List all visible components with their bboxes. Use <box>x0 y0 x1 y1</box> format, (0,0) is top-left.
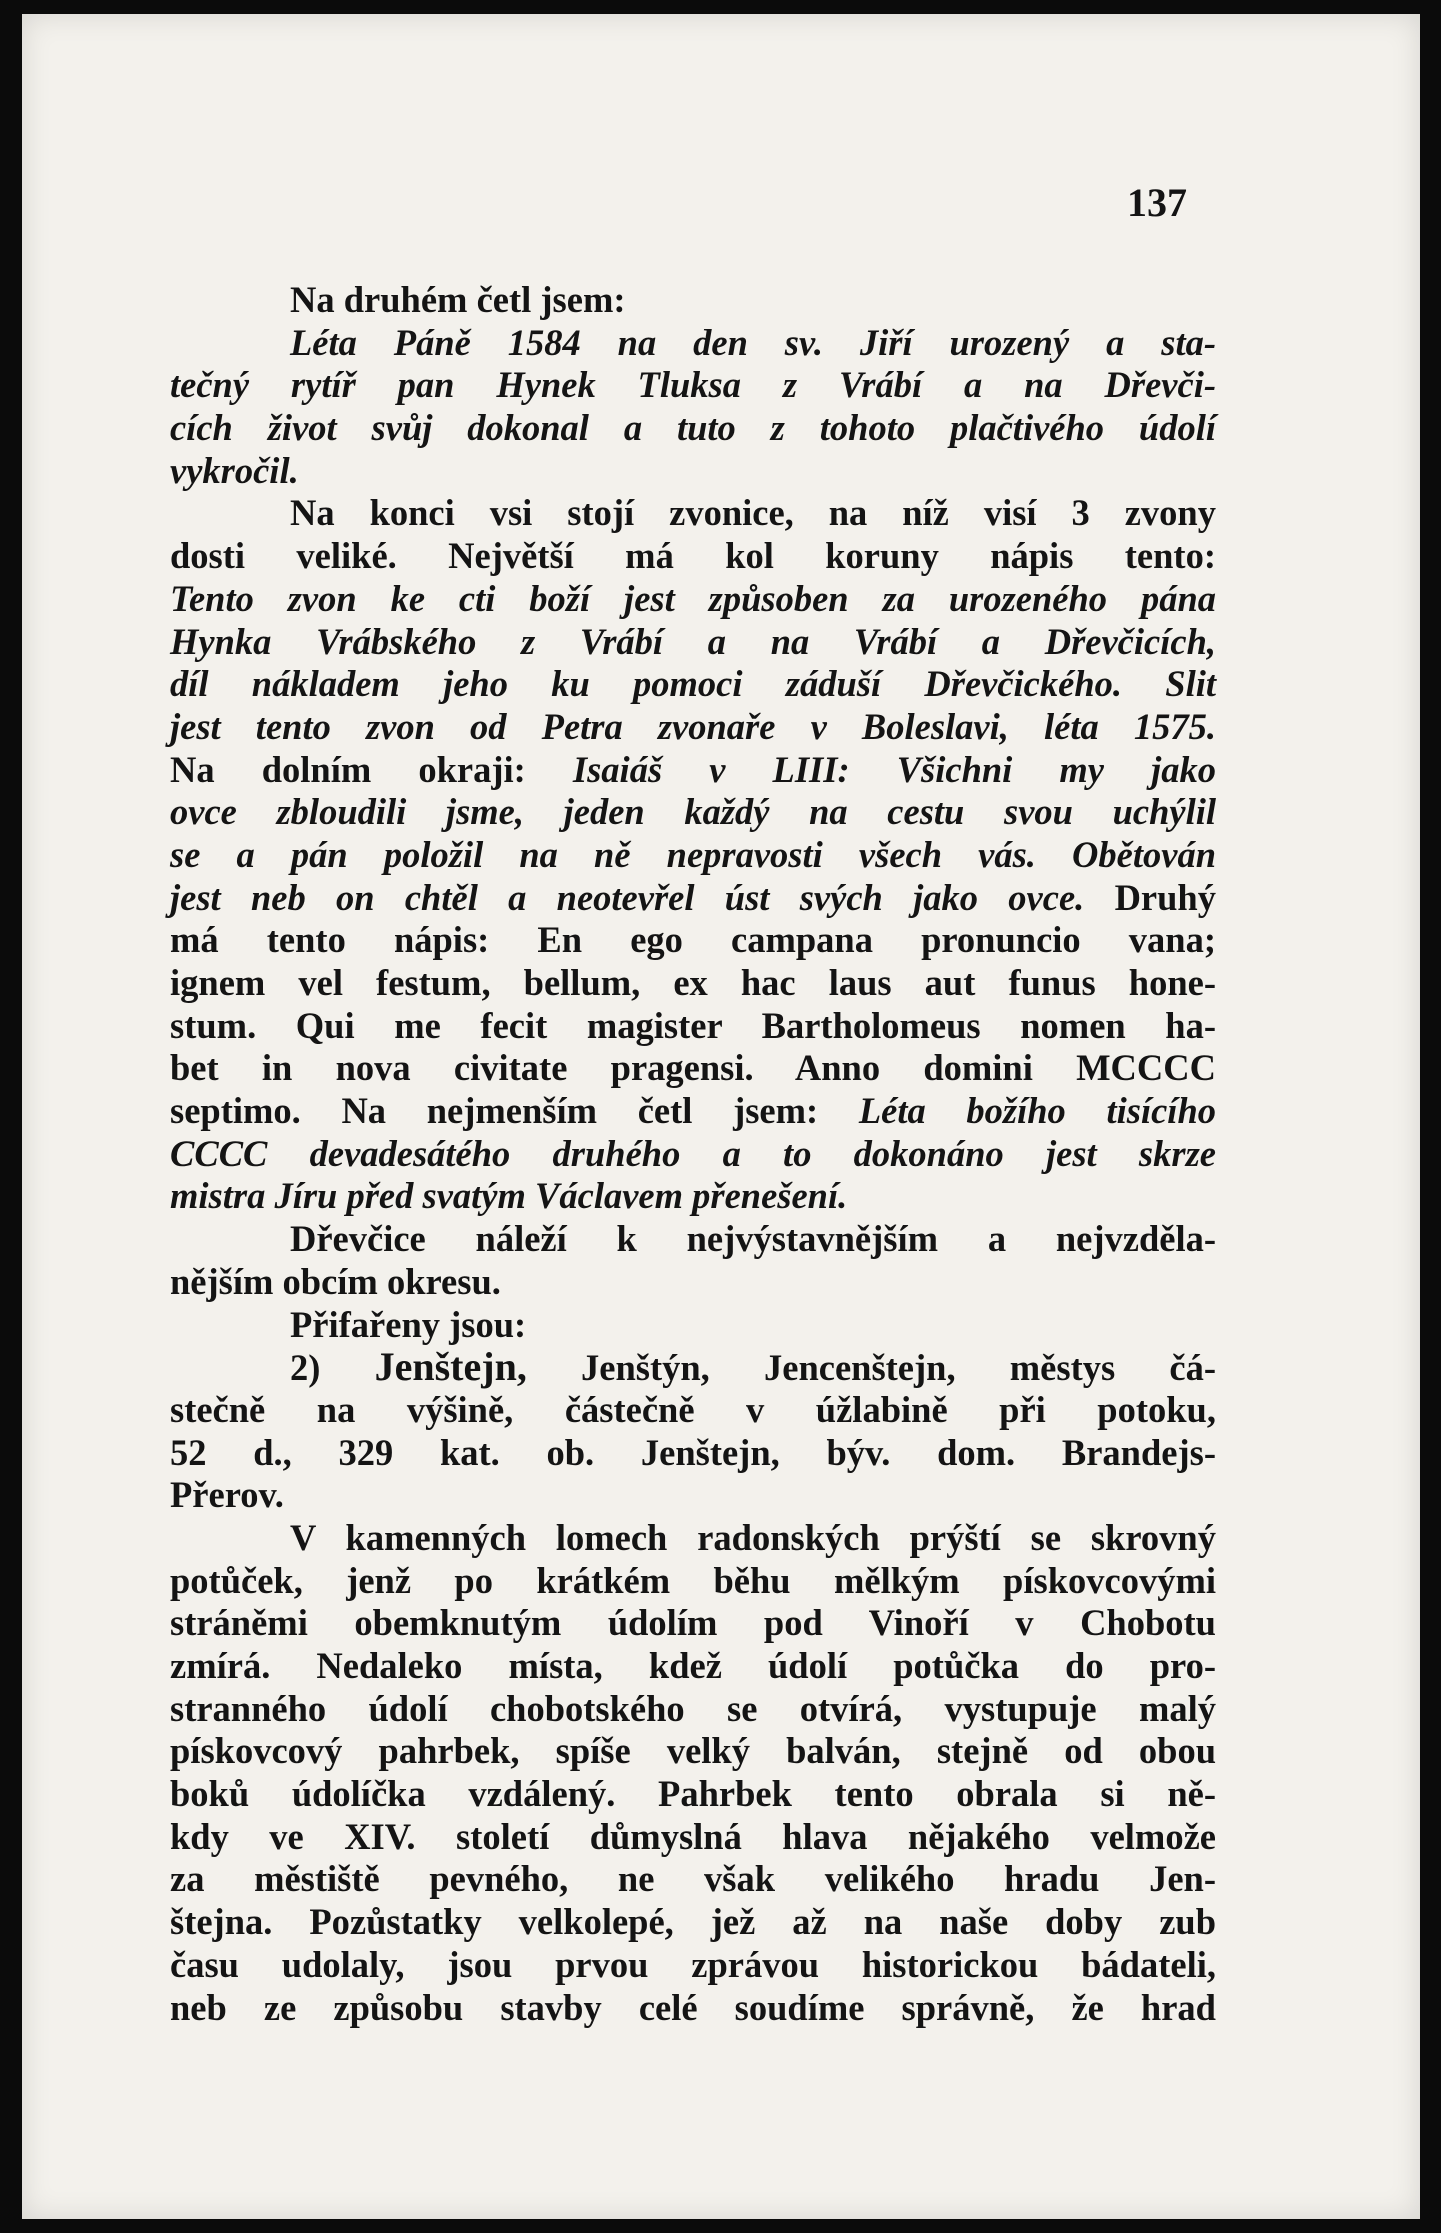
text-line <box>170 450 1216 493</box>
text-line <box>170 1730 1216 1773</box>
text-line <box>170 279 1216 322</box>
text-line <box>170 1901 1216 1944</box>
paragraph <box>170 1218 1216 1303</box>
text-segment: mistra Jíru před svatým Václavem přenešení. <box>170 1175 848 1217</box>
text-line <box>170 1517 1216 1560</box>
text-segment: díl nákladem jeho ku pomoci záduší Dřevčického. Slit <box>170 663 1216 705</box>
text-segment: ovce zbloudili jsme, jeden každý na cestu svou uchýlil <box>170 791 1216 833</box>
text-line <box>170 535 1216 578</box>
text-segment: vykročil. <box>170 449 299 491</box>
text-segment: štejna. Pozůstatky velkolepé, jež až na naše doby zub <box>170 1901 1216 1943</box>
text-segment: jest neb on chtěl a neotevřel úst svých jako ovce. <box>170 876 1085 918</box>
text-segment: Jenštýn, Jencenštejn, městys čá- <box>526 1347 1217 1389</box>
text-segment: za městiště pevného, ne však velikého hradu Jen- <box>170 1858 1216 1900</box>
book-page <box>22 14 1420 2219</box>
text-line <box>170 1047 1216 1090</box>
text-line <box>170 1602 1216 1645</box>
text-segment: Isaiáš v LIII: Všichni my jako <box>572 748 1216 790</box>
text-segment: Přifařeny jsou: <box>290 1303 527 1345</box>
text-segment: tečný rytíř pan Hynek Tluksa z Vrábí a na Dřevči- <box>170 364 1216 406</box>
text-segment: se a pán položil na ně nepravosti všech vás. Obětován <box>170 833 1216 875</box>
entry-heading: Jenštejn, <box>374 1344 527 1390</box>
paragraph <box>170 492 1216 1218</box>
text-segment: cích život svůj dokonal a tuto z tohoto plačtivého údolí <box>170 407 1216 449</box>
text-line <box>170 1005 1216 1048</box>
page-number: 137 <box>1127 180 1187 225</box>
text-segment: potůček, jenž po krátkém běhu mělkým pískovcovými <box>170 1559 1216 1601</box>
text-line <box>170 1816 1216 1859</box>
text-line <box>170 1560 1216 1603</box>
text-segment: Na druhém četl jsem: <box>290 279 626 320</box>
text-segment: 52 d., 329 kat. ob. Jenštejn, býv. dom. Brandejs- <box>170 1431 1216 1473</box>
text-segment: stráněmi obemknutým údolím pod Vinoří v Chobotu <box>170 1602 1216 1644</box>
text-line <box>170 706 1216 749</box>
paragraph <box>170 1517 1216 2029</box>
text-segment: Léta Páně 1584 na den sv. Jiří urozený a sta- <box>290 321 1216 363</box>
text-segment: 2) <box>290 1347 375 1389</box>
text-line <box>170 1175 1216 1218</box>
paragraph <box>170 1304 1216 1347</box>
paragraph <box>170 1346 1216 1517</box>
text-segment: zmírá. Nedaleko místa, kdež údolí potůčka do pro- <box>170 1645 1216 1686</box>
text-line <box>170 407 1216 450</box>
text-segment: jest tento zvon od Petra zvonaře v Boleslavi, léta 1575. <box>170 705 1216 747</box>
text-line <box>170 919 1216 962</box>
text-line <box>170 834 1216 877</box>
text-line <box>170 492 1216 535</box>
text-segment: stum. Qui me fecit magister Bartholomeus nomen ha- <box>170 1004 1216 1046</box>
text-segment: nějším obcím okresu. <box>170 1260 501 1302</box>
text-line <box>170 877 1216 920</box>
text-segment: Na konci vsi stojí zvonice, na níž visí 3 zvony <box>290 492 1216 534</box>
text-line <box>170 578 1216 621</box>
text-segment: Hynka Vrábského z Vrábí a na Vrábí a Dřevčicích, <box>170 620 1216 662</box>
text-segment: boků údolíčka vzdálený. Pahrbek tento obrala si ně- <box>170 1773 1216 1815</box>
text-line <box>170 364 1216 407</box>
text-line <box>170 1218 1216 1261</box>
text-segment: Přerov. <box>170 1474 284 1516</box>
text-segment: bet in nova civitate pragensi. Anno domini MCCCC <box>170 1047 1216 1089</box>
text-segment: času udolaly, jsou prvou zprávou historickou bádateli, <box>170 1943 1216 1985</box>
text-line <box>170 1773 1216 1816</box>
text-line <box>170 1474 1216 1517</box>
text-segment: Druhý <box>1084 876 1216 918</box>
paragraph <box>170 279 1216 492</box>
text-segment: dosti veliké. Největší má kol koruny nápis tento: <box>170 535 1216 577</box>
text-segment: V kamenných lomech radonských prýští se skrovný <box>290 1516 1216 1558</box>
text-line <box>170 1304 1216 1347</box>
text-segment: stečně na výšině, částečně v úžlabině při potoku, <box>170 1388 1216 1430</box>
text-line <box>170 1944 1216 1987</box>
text-line <box>170 1858 1216 1901</box>
text-segment: má tento nápis: En ego campana pronuncio vana; <box>170 919 1216 961</box>
text-segment: CCCC devadesátého druhého a to dokonáno jest skrze <box>170 1132 1216 1174</box>
text-line <box>170 1261 1216 1304</box>
text-line <box>170 1133 1216 1176</box>
text-line <box>170 1688 1216 1731</box>
text-segment: neb ze způsobu stavby celé soudíme správně, že hrad <box>170 1986 1216 2028</box>
body-text <box>170 279 1216 2029</box>
text-line <box>170 1645 1216 1688</box>
text-line <box>170 1987 1216 2030</box>
text-line <box>170 1346 1216 1389</box>
text-segment: Na dolním okraji: <box>170 748 573 790</box>
text-segment: septimo. Na nejmenším četl jsem: <box>170 1090 859 1132</box>
text-segment: ignem vel festum, bellum, ex hac laus aut funus hone- <box>170 962 1216 1003</box>
text-segment: kdy ve XIV. století důmyslná hlava nějakého velmože <box>170 1815 1216 1857</box>
text-line <box>170 791 1216 834</box>
text-segment: Tento zvon ke cti boží jest způsoben za urozeného pána <box>170 577 1216 619</box>
text-segment: Dřevčice náleží k nejvýstavnějším a nejvzděla- <box>290 1218 1216 1260</box>
text-line <box>170 663 1216 706</box>
text-line <box>170 1432 1216 1475</box>
text-segment: stranného údolí chobotského se otvírá, vystupuje malý <box>170 1687 1216 1729</box>
text-line <box>170 749 1216 792</box>
text-line <box>170 621 1216 664</box>
text-line <box>170 962 1216 1005</box>
text-line <box>170 1389 1216 1432</box>
text-segment: Léta božího tisícího <box>858 1090 1216 1132</box>
text-line <box>170 1090 1216 1133</box>
text-segment: pískovcový pahrbek, spíše velký balván, stejně od obou <box>170 1730 1216 1772</box>
text-line <box>170 322 1216 365</box>
